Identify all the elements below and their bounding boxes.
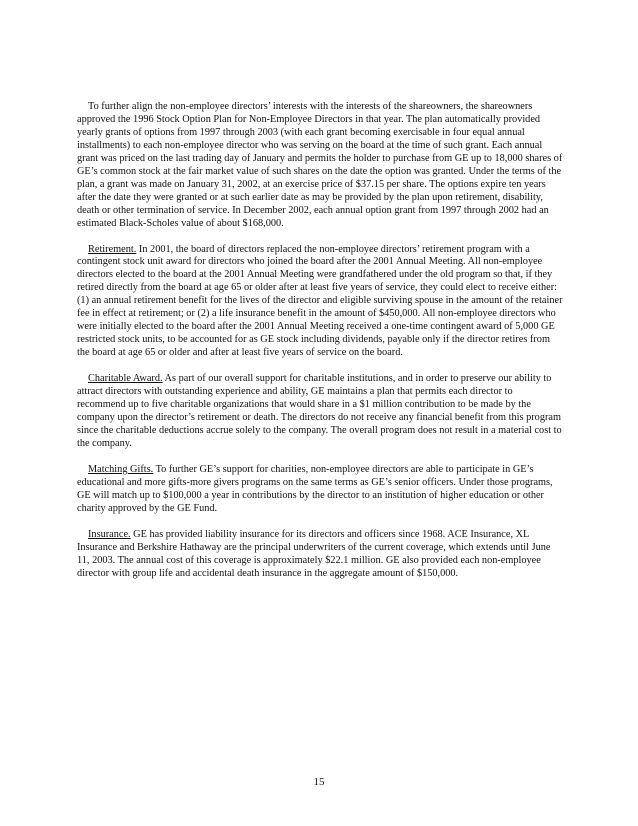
section-heading-charitable-award: Charitable Award. [88, 373, 163, 385]
paragraph-matching-gifts [77, 464, 563, 516]
paragraph-charitable-award [77, 373, 563, 451]
section-heading-retirement: Retirement. [88, 243, 137, 255]
paragraph-insurance [77, 529, 563, 581]
section-heading-insurance: Insurance. [88, 528, 131, 540]
paragraph-text: To further GE’s support for charities, non-employee directors are able to participate in GE’s educational and more gifts-more givers programs on the same terms as GE’s senior officers. Under those programs, GE will match up to $100,000 a year in contributions by the director to an institution of higher education or other charity approved by the GE Fund. [77, 463, 553, 514]
document-body [77, 101, 563, 593]
paragraph-text: As part of our overall support for charitable institutions, and in order to preserve our ability to attract directors with outstanding experience and ability, GE maintains a plan that permits each director to recommend up to five charitable organizations that would share in a $1 million contribution to be made by the company upon the director’s retirement or death. The directors do not receive any financial benefit from this program since the charitable deductions accrue solely to the company. The overall program does not result in a material cost to the company. [77, 373, 562, 449]
page-number: 15 [313, 776, 325, 788]
paragraph-stock-option-plan [77, 101, 563, 231]
paragraph-retirement [77, 244, 563, 361]
section-heading-matching-gifts: Matching Gifts. [88, 463, 154, 475]
paragraph-text: In 2001, the board of directors replaced the non-employee directors’ retirement program with a contingent stock unit award for directors who joined the board after the 2001 Annual Meeting. All non-employee directors elected to the board at the 2001 Annual Meeting were grandfathered under the old program so that, if they retired directly from the board at age 65 or older after at least five years of service, they could elect to receive either: (1) an annual retirement benefit for the lives of the director and eligible surviving spouse in the amount of the retainer fee in effect at retirement; or (2) a life insurance benefit in the amount of $450,000. All non-employee directors who were initially elected to the board after the 2001 Annual Meeting received a one-time contingent award of 5,000 GE restricted stock units, to be accounted for as GE stock including dividends, payable only if the director retires from the board at age 65 or older and after at least five years of service on the board. [77, 243, 563, 359]
paragraph-text: GE has provided liability insurance for its directors and officers since 1968. ACE Insurance, XL Insurance and Berkshire Hathaway are the principal underwriters of the current coverage, which extends until June 11, 2003. The annual cost of this coverage is approximately $22.1 million. GE also provided each non-employee director with group life and accidental death insurance in the aggregate amount of $150,000. [77, 528, 551, 579]
paragraph-text: To further align the non-employee directors’ interests with the interests of the shareowners, the shareowners approved the 1996 Stock Option Plan for Non-Employee Directors in that year. The plan automatically provided yearly grants of options from 1997 through 2003 (with each grant becoming exercisable in four equal annual installments) to each non-employee director who was serving on the board at the time of such grant. Each annual grant was priced on the last trading day of January and permits the holder to purchase from GE up to 18,000 shares of GE’s common stock at the fair market value of such shares on the date the option was granted. Under the terms of the plan, a grant was made on January 31, 2002, at an exercise price of $37.15 per share. The options expire ten years after the date they were granted or at such earlier date as may be provided by the plan upon retirement, disability, death or other termination of service. In December 2002, each annual option grant from 1997 through 2002 had an estimated Black-Scholes value of about $168,000. [77, 101, 563, 229]
